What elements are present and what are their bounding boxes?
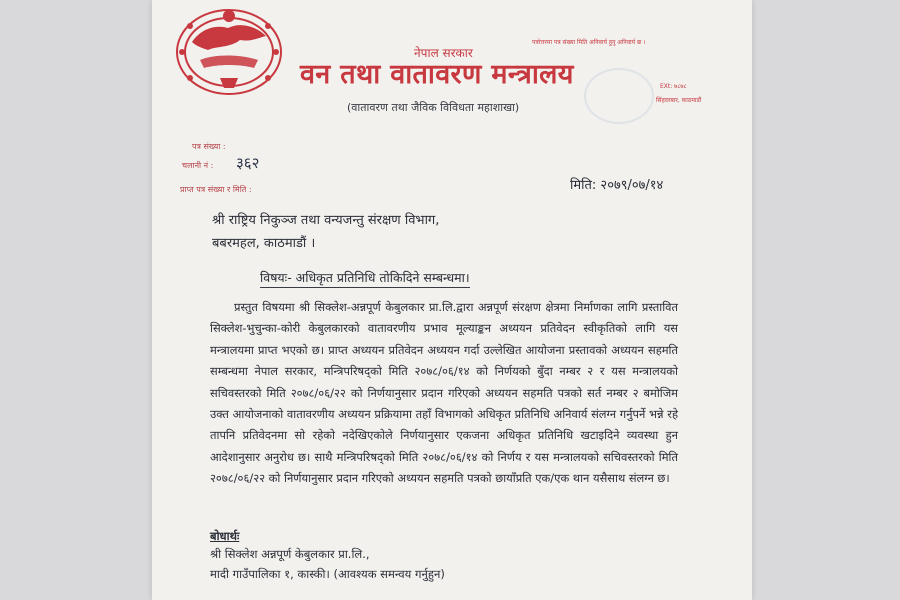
nepal-government-emblem-icon (170, 2, 288, 100)
government-name: नेपाल सरकार (414, 46, 473, 60)
recipient-line-2: बबरमहल, काठमाडौं । (212, 236, 316, 251)
dispatch-number-label: चलानी नं : (182, 161, 214, 170)
extension-number: EXt: ७८७८ (660, 83, 687, 90)
letter-subject: विषयः- अधिकृत प्रतिनिधि तोकिदिने सम्बन्धमा। (260, 269, 470, 288)
cc-label: बोधार्थः (210, 529, 240, 543)
office-location: सिंहदरबार, काठमाडौं (656, 97, 702, 104)
letter-date: मिति: २०७९/०७/१४ (570, 178, 664, 193)
ministry-title: वन तथा वातावरण मन्त्रालय (300, 59, 574, 90)
reply-instruction-note: पत्रोत्तरमा पत्र संख्या मिति अनिवार्य हुनु अनिवार्य छ । (532, 39, 646, 46)
letter-body: प्रस्तुत विषयमा श्री सिक्लेश-अन्नपूर्ण केबुलकार प्रा.लि.द्वारा अन्नपूर्ण संरक्षण क्षेत्रमा निर्माणका लागि प्रस्तावित सिक्लेश-भुचुन्का-कोरी केबुलकारको वातावरणीय प्रभाव मूल्याङ्कन अध्ययन प्रतिवेदन स्वीकृतिको लागि यस मन्त्रालयमा प्राप्त भएको छ। प्राप्त अध्ययन प्रतिवेदन अध्ययन गर्दा उल्लेखित आयोजना प्रस्तावको अध्ययन सहमति सम्बन्धमा नेपाल सरकार, मन्त्रिपरिषद्को मिति २०७८/०६/१४ को निर्णयको बुँदा नम्बर २ र यस मन्त्रालयको सचिवस्तरको मिति २०७८/०६/२२ को निर्णयानुसार प्रदान गरिएको अध्ययन सहमति पत्रको सर्त नम्बर २ बमोजिम उक्त आयोजनाको वातावरणीय अध्ययन प्रक्रियामा तहाँ विभागको अधिकृत प्रतिनिधि अनिवार्य संलग्न गर्नुपर्ने भन्ने रहे तापनि प्रतिवेदनमा सो रहेको नदेखिएकोले निर्णयानुसार एकजना अधिकृत प्रतिनिधि खटाइदिने व्यवस्था हुन आदेशानुसार अनुरोध छ। साथै मन्त्रिपरिषद्को मिति २०७८/०६/१४ को निर्णय र यस मन्त्रालयको सचिवस्तरको मिति २०७८/०६/२२ को निर्णयानुसार प्रदान गरिएको अध्ययन सहमति पत्रको छायाँप्रति एक/एक थान यसैसाथ संलग्न छ। (210, 300, 678, 486)
letter-page (152, 0, 752, 600)
received-reference-label: प्राप्त पत्र संख्या र मिति : (180, 185, 252, 194)
division-name: (वातावरण तथा जैविक विविधता महाशाखा) (347, 101, 520, 114)
recipient-line-1: श्री राष्ट्रिय निकुञ्ज तथा वन्यजन्तु संरक्षण विभाग, (212, 213, 440, 228)
faint-stamp-mark (584, 68, 654, 124)
dispatch-number: ३६२ (236, 154, 260, 172)
cc-line-2: मादी गाउँपालिका १, कास्की। (आवश्यक समन्वय गर्नुहुन) (210, 567, 445, 581)
letter-number-label: पत्र संख्या : (192, 142, 226, 151)
cc-line-1: श्री सिक्लेश अन्नपूर्ण केबुलकार प्रा.लि., (210, 547, 370, 561)
